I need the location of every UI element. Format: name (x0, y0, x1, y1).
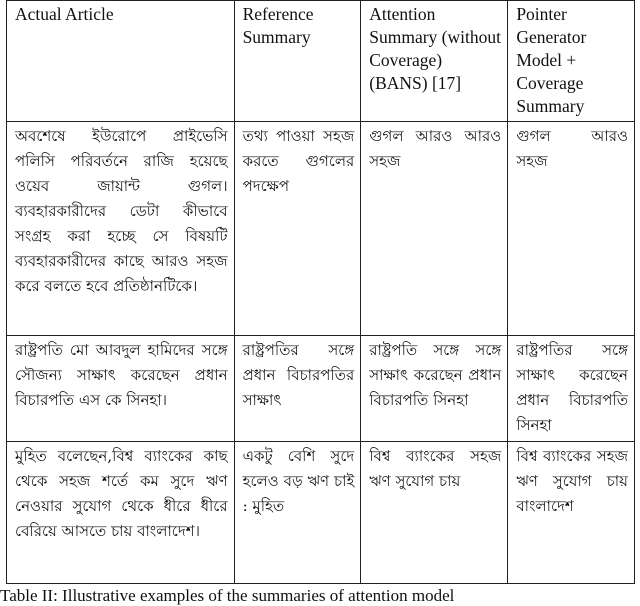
cell-actual-article: মুহিত বলেছেন,বিশ্ব ব্যাংকের কাছ থেকে সহজ শর্তে কম সুদে ঋণ নেওয়ার সুযোগ থেকে ধীরে ধীরে বেরিয়ে আসতে চায় বাংলাদেশ। (7, 442, 235, 584)
header-actual-article: Actual Article (7, 1, 235, 122)
table-row (7, 122, 635, 336)
table-caption: Table II: Illustrative examples of the summaries of attention model (0, 586, 455, 605)
cell-attention-summary: বিশ্ব ব্যাংকের সহজ ঋণ সুযোগ চায় (361, 442, 508, 584)
cell-attention-summary: গুগল আরও আরও সহজ (361, 122, 508, 336)
cell-actual-article: রাষ্ট্রপতি মো আবদুল হামিদের সঙ্গে সৌজন্য সাক্ষাৎ করেছেন প্রধান বিচারপতি এস কে সিনহা। (7, 336, 235, 442)
cell-reference-summary: তথ্য পাওয়া সহজ করতে গুগলের পদক্ষেপ (234, 122, 361, 336)
comparison-table (6, 0, 635, 584)
cell-pointer-generator-summary: গুগল আরও সহজ (508, 122, 635, 336)
cell-actual-article: অবশেষে ইউরোপে প্রাইভেসি পলিসি পরিবর্তনে রাজি হয়েছে ওয়েব জায়ান্ট গুগল। ব্যবহারকারীদের ডেটা কীভাবে সংগ্রহ করা হচ্ছে সে বিষয়টি ব্যবহারকারীদের কাছে আরও সহজ করে বলতে হবে প্রতিষ্ঠানটিকে। (7, 122, 235, 336)
cell-pointer-generator-summary: বিশ্ব ব্যাংকের সহজ ঋণ সুযোগ চায় বাংলাদেশ (508, 442, 635, 584)
header-attention-summary: Attention Summary (without Coverage) (BANS) [17] (361, 1, 508, 122)
cell-pointer-generator-summary: রাষ্ট্রপতির সঙ্গে সাক্ষাৎ করেছেন প্রধান বিচারপতি সিনহা (508, 336, 635, 442)
header-reference-summary: Reference Summary (234, 1, 361, 122)
table-row (7, 336, 635, 442)
table-row (7, 442, 635, 584)
cell-attention-summary: রাষ্ট্রপতি সঙ্গে সঙ্গে সাক্ষাৎ করেছেন প্রধান বিচারপতি সিনহা (361, 336, 508, 442)
header-row (7, 1, 635, 122)
cell-reference-summary: একটু বেশি সুদে হলেও বড় ঋণ চাই : মুহিত (234, 442, 361, 584)
header-pointer-generator-summary: Pointer Generator Model + Coverage Summary (508, 1, 635, 122)
cell-reference-summary: রাষ্ট্রপতির সঙ্গে প্রধান বিচারপতির সাক্ষাৎ (234, 336, 361, 442)
